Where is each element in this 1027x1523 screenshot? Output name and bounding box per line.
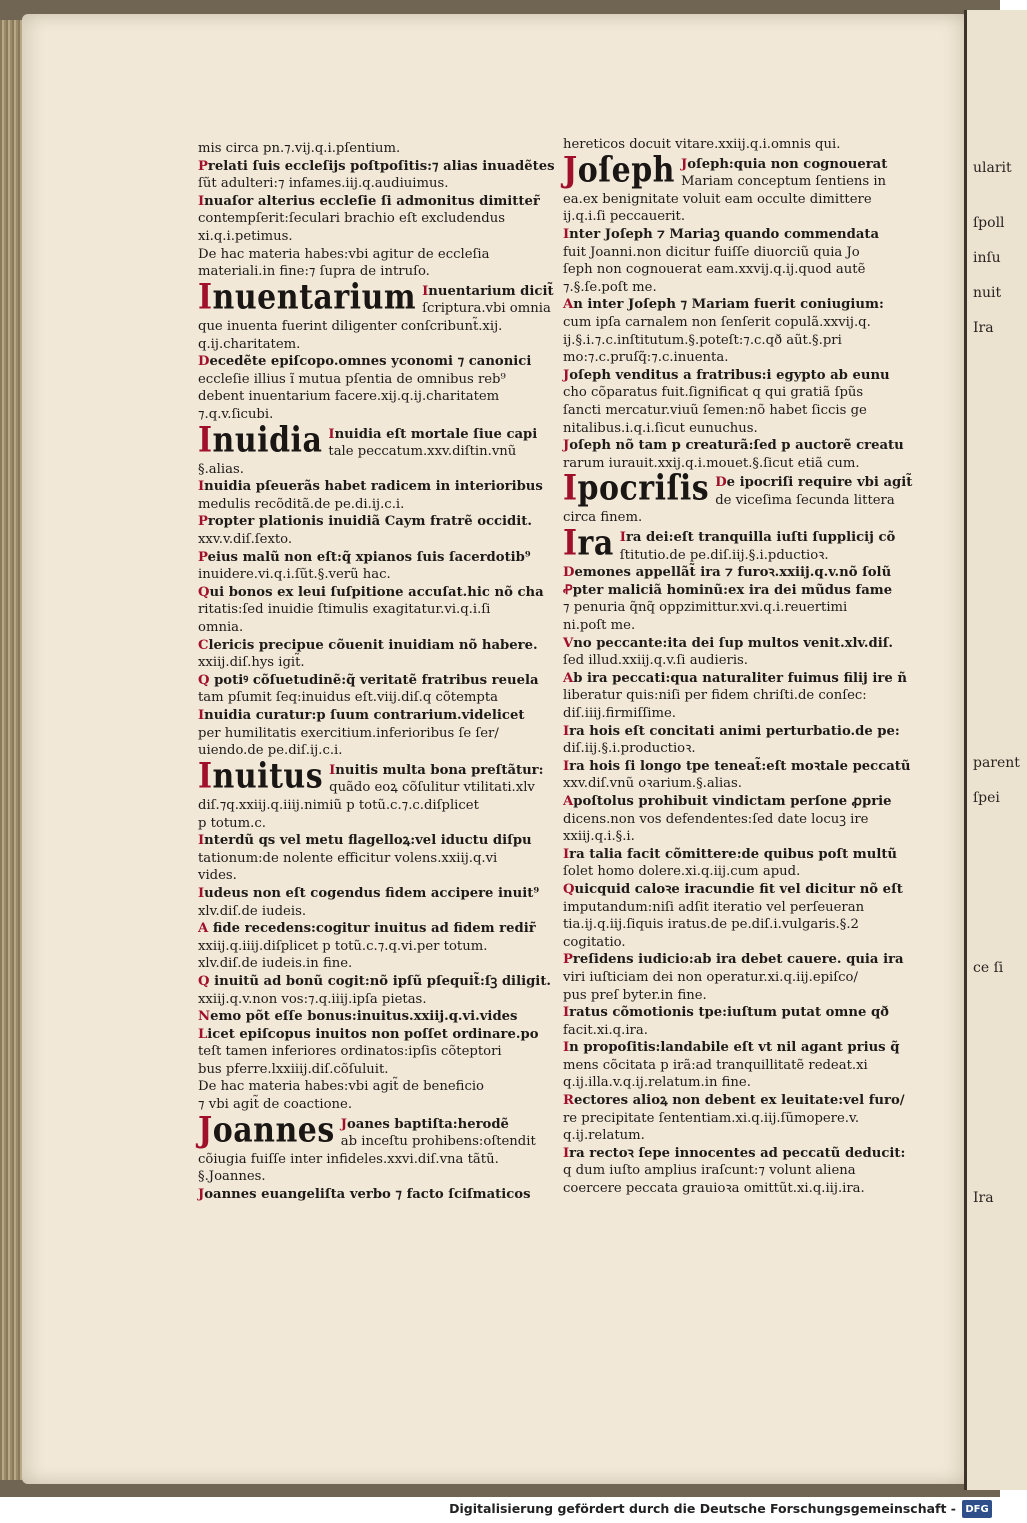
dfg-logo-icon: DFG bbox=[962, 1500, 992, 1518]
lemma-heading-text bbox=[341, 1116, 558, 1151]
entry-line: omnia. bbox=[198, 620, 244, 636]
index-entry bbox=[198, 707, 558, 760]
text-line: diſ.⁊q.xxiij.q.iiij.nimiũ p totũ.c.⁊.c.diſplicet bbox=[198, 797, 479, 813]
facing-page-fragment: ce ſi bbox=[973, 960, 1004, 976]
entry-line: tationum:de nolente efficitur volens.xxiij.q.vi bbox=[198, 850, 498, 866]
entry-line: q dum iuſto amplius iraſcunt:⁊ volunt aliena bbox=[563, 1163, 856, 1179]
entry-line: ⁊.q.v.ſicubi. bbox=[198, 406, 274, 422]
index-entry bbox=[563, 846, 925, 881]
heading-side-line: Joſeph:quia non cognouerat bbox=[681, 156, 888, 172]
index-entry bbox=[563, 793, 925, 846]
index-entry bbox=[198, 478, 558, 513]
entry-line: Ꝓpter maliciã hominũ:ex ira dei mũdus fame bbox=[563, 582, 893, 598]
left-text-column bbox=[198, 140, 558, 1204]
entry-line: Preſidens iudicio:ab ira debet cauere. quia ira bbox=[563, 952, 904, 968]
entry-line: Decedẽte epiſcopo.omnes yconomi ⁊ canonici bbox=[198, 354, 532, 370]
entry-line: Joſeph venditus a fratribus:i egypto ab eunu bbox=[563, 367, 890, 383]
entry-line: ſancti mercatur.viuũ ſemen:nõ habet ſiccis ge bbox=[563, 402, 867, 418]
lemma-heading: Inuentarium bbox=[198, 277, 417, 318]
index-entry bbox=[198, 1026, 558, 1079]
entry-line: xxiij.q.iiij.diſplicet p totũ.c.⁊.q.vi.per totum. bbox=[198, 938, 488, 954]
entry-line: Qui bonos ex leui ſuſpitione accuſat.hic nõ cha bbox=[198, 584, 544, 600]
index-entry bbox=[563, 437, 925, 472]
entry-line: ſũt adulteri:⁊ infames.iij.q.audiuimus. bbox=[198, 176, 449, 192]
entry-line: cho cõparatus fuit.ſignificat q qui gratiã ſpũs bbox=[563, 385, 864, 401]
entry-line: Prelati ſuis eccleſijs poſtpoſitis:⁊ alias inuadẽtes bbox=[198, 158, 555, 174]
entry-line: q.ij.illa.v.q.ij.relatum.in fine. bbox=[563, 1075, 751, 1091]
index-entry bbox=[198, 672, 558, 707]
index-entry bbox=[198, 637, 558, 672]
text-line: ⁊ vbi agit̃ de coactione. bbox=[198, 1097, 353, 1113]
index-entry bbox=[563, 582, 925, 635]
entry-line: Iratus cõmotionis tpe:iuſtum putat omne qð bbox=[563, 1005, 889, 1021]
entry-line: ij.§.i.⁊.c.inſtitutum.§.poteſt:⁊.c.qð aũt.§.pri bbox=[563, 332, 842, 348]
index-entry bbox=[563, 1004, 925, 1039]
heading-side-line: Inuitis multa bona preſtãtur: bbox=[329, 762, 544, 778]
entry-line: xxiij.q.v.non vos:⁊.q.iiij.ipſa pietas. bbox=[198, 991, 427, 1007]
entry-line: dicens.non vos defendentes:ſed date locuꝫ ire bbox=[563, 811, 869, 827]
index-entry bbox=[563, 951, 925, 1004]
entry-line: In propoſitis:landabile eſt vt nil agant prius q̃ bbox=[563, 1040, 900, 1056]
index-entry bbox=[563, 367, 925, 437]
lemma-heading-text bbox=[329, 762, 558, 797]
heading-side-line: Joanes baptiſta:herodẽ bbox=[340, 1116, 509, 1132]
facing-page-fragment: ſpei bbox=[973, 790, 1000, 806]
index-entry bbox=[198, 513, 558, 548]
lemma-heading-row bbox=[563, 468, 925, 509]
entry-line: A fide recedens:cogitur inuitus ad fidem redir̃ bbox=[198, 921, 536, 937]
entry-line: ſolet homo dolere.xi.q.iij.cum apud. bbox=[563, 864, 801, 880]
entry-line: Joannes euangeliſta verbo ⁊ facto ſciſmaticos bbox=[198, 1187, 531, 1203]
entry-line: tia.ij.q.iij.ſiquis iratus.de pe.diſ.i.vulgaris.§.2 bbox=[563, 917, 859, 933]
entry-line: xlv.diſ.de iudeis. bbox=[198, 903, 307, 919]
lemma-heading: Inuitus bbox=[198, 756, 324, 797]
text-line: p totum.c. bbox=[198, 815, 266, 831]
entry-line: xxiij.q.i.§.i. bbox=[563, 829, 635, 845]
lemma-heading-row bbox=[563, 523, 925, 564]
entry-line: Propter plationis inuidiã Caym fratrẽ occidit. bbox=[198, 514, 532, 530]
index-entry bbox=[198, 549, 558, 584]
entry-line: mens cõcitata p irã:ad tranquillitatẽ redeat.xi bbox=[563, 1057, 868, 1073]
entry-line: diſ.iiij.firmiſſime. bbox=[563, 706, 676, 721]
index-entry bbox=[198, 885, 558, 920]
index-entry bbox=[563, 881, 925, 951]
entry-line: xlv.diſ.de iudeis.in fine. bbox=[198, 956, 353, 972]
facing-page-edge bbox=[964, 10, 1027, 1490]
entry-line: Vno peccante:ita dei ſup multos venit.xlv.diſ. bbox=[563, 635, 893, 651]
index-entry bbox=[198, 158, 558, 193]
entry-line: Ira talia facit cõmittere:de quibus poſt multũ bbox=[563, 846, 898, 862]
index-entry bbox=[563, 635, 925, 670]
lemma-heading-row bbox=[198, 756, 558, 797]
entry-line: cogitatio. bbox=[563, 934, 626, 950]
entry-line: contempſerit:ſeculari brachio eſt excludendus bbox=[198, 211, 505, 227]
index-entry bbox=[563, 1039, 925, 1092]
entry-line: diſ.iij.§.i.productioꝛ. bbox=[563, 741, 696, 757]
entry-line: ritatis:ſed inuidie ſtimulis exagitatur.vi.q.i.ſi bbox=[198, 602, 491, 618]
entry-line: per humilitatis exercitium.inferioribus ſe ſer/ bbox=[198, 725, 499, 741]
entry-line: Inuidia pſeuerãs habet radicem in interioribus bbox=[198, 479, 543, 495]
facing-page-fragment: ſpoll bbox=[973, 215, 1005, 231]
entry-line: Ira hois ſi longo tpe teneat̃:eſt moꝛtale peccatũ bbox=[563, 758, 911, 774]
entry-line: Ab ira peccati:qua naturaliter fuimus filij ire ñ bbox=[563, 670, 907, 686]
entry-line: Inuaſor alterius eccleſie ſi admonitus dimitter̃ bbox=[198, 193, 540, 209]
entry-line: Inter Joſeph ⁊ Mariaꝫ quando commendata bbox=[563, 226, 880, 242]
index-entry bbox=[198, 1186, 558, 1204]
entry-line: xxv.diſ.vnũ oꝛarium.§.alias. bbox=[563, 776, 742, 792]
entry-line: bus pferre.lxxiiij.diſ.cõſuluit. bbox=[198, 1061, 389, 1077]
entry-line: pus preſ byter.in fine. bbox=[563, 987, 707, 1003]
funding-credit: Digitalisierung gefördert durch die Deutsche Forschungsgemeinschaft - bbox=[449, 1501, 956, 1516]
index-entry bbox=[198, 832, 558, 885]
lemma-heading: Inuidia bbox=[198, 419, 323, 461]
text-line: mis circa pn.⁊.vij.q.i.pſentium. bbox=[198, 141, 401, 156]
text-line: que inuenta fuerint diligenter conſcribunt̃.xij. bbox=[198, 318, 503, 334]
facing-page-fragment: ularit bbox=[973, 160, 1012, 176]
lemma-heading-row bbox=[563, 149, 925, 191]
lemma-heading: Joſeph bbox=[563, 149, 675, 191]
index-entry bbox=[563, 758, 925, 793]
entry-line: uiendo.de pe.diſ.ij.c.i. bbox=[198, 743, 343, 759]
entry-line: Interdũ qs vel metu flagelloꝝ:vel iductu diſpu bbox=[198, 833, 532, 849]
heading-side-line: quãdo eoꝝ cõſulitur vtilitati.xlv bbox=[329, 780, 535, 796]
text-line: materiali.in fine:⁊ ſupra de intruſo. bbox=[198, 264, 430, 280]
entry-line: ni.poſt me. bbox=[563, 618, 636, 634]
entry-line: inuidere.vi.q.i.ſũt.§.verũ hac. bbox=[198, 567, 391, 583]
index-entry bbox=[563, 1092, 925, 1145]
entry-line: imputandum:niſi adſit iteratio vel perſeueran bbox=[563, 899, 865, 915]
entry-line: medulis recõditã.de pe.di.ij.c.i. bbox=[198, 496, 405, 512]
facing-page-fragment: inſu bbox=[973, 250, 1001, 266]
lemma-heading-text bbox=[715, 474, 925, 509]
facing-page-fragment: Ira bbox=[973, 320, 994, 336]
entry-line: debent inuentarium facere.xij.q.ij.charitatem bbox=[198, 389, 500, 405]
entry-line: Iudeus non eſt cogendus fidem accipere inuit⁹ bbox=[198, 885, 540, 901]
index-entry bbox=[563, 670, 925, 723]
heading-side-line: De ipocriſi require vbi agit̃ bbox=[715, 475, 913, 491]
entry-line: coercere peccata grauioꝛa omittũt.xi.q.iij.ira. bbox=[563, 1181, 865, 1197]
facing-page-fragment: nuit bbox=[973, 285, 1002, 301]
entry-line: Joſeph nõ tam p creaturã:ſed p auctorẽ creatu bbox=[563, 438, 904, 454]
entry-line: xxiij.diſ.hys igit̃. bbox=[198, 655, 305, 671]
heading-side-line: ſtitutio.de pe.diſ.iij.§.i.pductioꝛ. bbox=[619, 547, 829, 563]
entry-line: re precipitate ſententiam.xi.q.iij.ſũmopere.v. bbox=[563, 1110, 860, 1126]
index-entry bbox=[563, 296, 925, 366]
index-entry bbox=[198, 973, 558, 1008]
facing-page-fragment: Ira bbox=[973, 1190, 994, 1206]
lemma-heading-row bbox=[198, 277, 558, 318]
text-line: ij.q.i.ſi peccauerit. bbox=[563, 209, 686, 225]
entry-line: ⁊ penuria q̃nq̃ oppzimittur.xvi.q.i.reuertimi bbox=[563, 600, 848, 616]
heading-side-line: ſcriptura.vbi omnia bbox=[422, 301, 551, 317]
entry-line: fuit Joanni.non dicitur fuiſſe diuorciũ quia Jo bbox=[563, 244, 860, 260]
heading-side-line: ab inceſtu prohibens:oſtendit bbox=[340, 1134, 536, 1150]
heading-side-line: Inuidia eſt mortale ſiue capi bbox=[328, 426, 538, 442]
index-entry bbox=[198, 584, 558, 637]
text-line: §.Joannes. bbox=[198, 1169, 266, 1185]
entry-line: facit.xi.q.ira. bbox=[563, 1022, 648, 1038]
index-entry bbox=[198, 920, 558, 973]
entry-line: Q inuitũ ad bonũ cogit:nõ ipſũ pſequit̃:ſꝫ diligit. bbox=[198, 973, 552, 989]
text-line: De hac materia habes:vbi agit̃ de beneficio bbox=[198, 1079, 484, 1095]
entry-line: ſed illud.xxiij.q.v.ſi audieris. bbox=[563, 653, 748, 669]
entry-line: Nemo põt eſſe bonus:inuitus.xxiij.q.vi.vides bbox=[198, 1009, 518, 1025]
index-entry bbox=[563, 226, 925, 296]
entry-line: Rectores alioꝝ non debent ex leuitate:vel furo/ bbox=[563, 1093, 905, 1109]
entry-line: Demones appellãt̃ ira ⁊ furoꝛ.xxiij.q.v.nõ ſolũ bbox=[563, 565, 892, 581]
heading-side-line: Mariam conceptum ſentiens in bbox=[681, 174, 887, 190]
entry-line: Ira rectoꝛ ſepe innocentes ad peccatũ deducit: bbox=[563, 1145, 906, 1161]
lemma-heading-text bbox=[422, 283, 558, 318]
entry-line: Apoſtolus prohibuit vindictam perſone ꝓprie bbox=[563, 793, 892, 809]
index-entry bbox=[198, 193, 558, 246]
text-line: q.ij.charitatem. bbox=[198, 336, 301, 352]
entry-line: Peius malũ non eſt:q̃ xpianos ſuis ſacerdotib⁹ bbox=[198, 549, 531, 565]
entry-line: tam pſumit ſeq:inuidus eſt.viij.diſ.q cõtempta bbox=[198, 690, 499, 706]
entry-line: Clericis precipue cõuenit inuidiam nõ habere. bbox=[198, 637, 538, 653]
text-line: De hac materia habes:vbi agitur de eccleſia bbox=[198, 246, 490, 262]
entry-line: Q potiꝰ cõſuetudinẽ:q̃ veritatẽ fratribus reuela bbox=[198, 672, 539, 688]
heading-side-line: Inuentarium dicit̃ bbox=[422, 283, 554, 299]
lemma-heading: Ira bbox=[563, 523, 614, 564]
entry-line: q.ij.relatum. bbox=[563, 1128, 645, 1144]
entry-line: teſt tamen inferiores ordinatos:ipſis cõteptori bbox=[198, 1044, 502, 1060]
heading-side-line: de viceſima ſecunda littera bbox=[715, 492, 895, 508]
entry-line: mo:⁊.c.pruſq̃:⁊.c.inuenta. bbox=[563, 350, 729, 366]
index-entry bbox=[198, 1008, 558, 1026]
heading-side-line: Ira dei:eſt tranquilla iuſti ſupplicij cõ bbox=[619, 530, 896, 546]
text-line: cõiugia fuiſſe inter infideles.xxvi.diſ.vna tãtũ. bbox=[198, 1151, 499, 1167]
entry-line: An inter Joſeph ⁊ Mariam fuerit coniugium: bbox=[563, 297, 884, 313]
lemma-heading-row bbox=[198, 1109, 558, 1151]
text-line: §.alias. bbox=[198, 461, 244, 477]
entry-line: vides. bbox=[198, 868, 237, 884]
lemma-heading-text bbox=[620, 529, 925, 564]
text-line: hereticos docuit vitare.xxiij.q.i.omnis qui. bbox=[563, 137, 841, 152]
lemma-heading-row bbox=[198, 419, 558, 461]
entry-line: Licet epiſcopus inuitos non poſſet ordinare.po bbox=[198, 1026, 539, 1042]
entry-line: Quicquid caloꝛe iracundie fit vel dicitur nõ eſt bbox=[563, 881, 903, 897]
entry-line: xi.q.i.petimus. bbox=[198, 228, 293, 244]
entry-line: Inuidia curatur:p ſuum contrarium.videlicet bbox=[198, 708, 525, 723]
index-entry bbox=[563, 564, 925, 582]
index-entry bbox=[563, 1145, 925, 1198]
entry-line: rarum iurauit.xxij.q.i.mouet.§.ſicut etiã cum. bbox=[563, 455, 860, 471]
heading-side-line: tale peccatum.xxv.diſtin.vnũ bbox=[328, 444, 517, 460]
entry-line: Ira hois eſt concitati animi perturbatio.de pe: bbox=[563, 723, 900, 739]
facing-page-fragment: parent bbox=[973, 755, 1020, 771]
entry-line: nitalibus.i.q.i.ſicut eunuchus. bbox=[563, 420, 758, 436]
entry-line: eccleſie illius ĩ mutua pſentia de omnibus reb⁹ bbox=[198, 371, 506, 387]
lemma-heading: Ipocriſis bbox=[563, 468, 710, 509]
right-text-column bbox=[563, 136, 925, 1198]
text-line: circa finem. bbox=[563, 510, 643, 526]
entry-line: cum ipſa carnalem non ſenſerit copulã.xxvij.q. bbox=[563, 314, 871, 330]
entry-line: ſeph non cognouerat eam.xxvij.q.ij.quod autẽ bbox=[563, 262, 866, 278]
index-entry bbox=[563, 723, 925, 758]
entry-line: xxv.v.diſ.ſexto. bbox=[198, 532, 293, 548]
lemma-heading: Joannes bbox=[198, 1109, 335, 1151]
footer-bar bbox=[0, 1497, 1000, 1523]
text-line: ea.ex benignitate voluit eam occulte dimittere bbox=[563, 191, 872, 207]
index-entry bbox=[198, 353, 558, 423]
lemma-heading-text bbox=[328, 426, 558, 461]
entry-line: liberatur quis:niſi per fidem chriſti.de conſec: bbox=[563, 688, 867, 704]
entry-line: ⁊.§.ſe.poſt me. bbox=[563, 279, 657, 295]
lemma-heading-text bbox=[681, 156, 925, 191]
entry-line: viri iuſticiam dei non operatur.xi.q.iij.epiſco/ bbox=[563, 969, 858, 985]
